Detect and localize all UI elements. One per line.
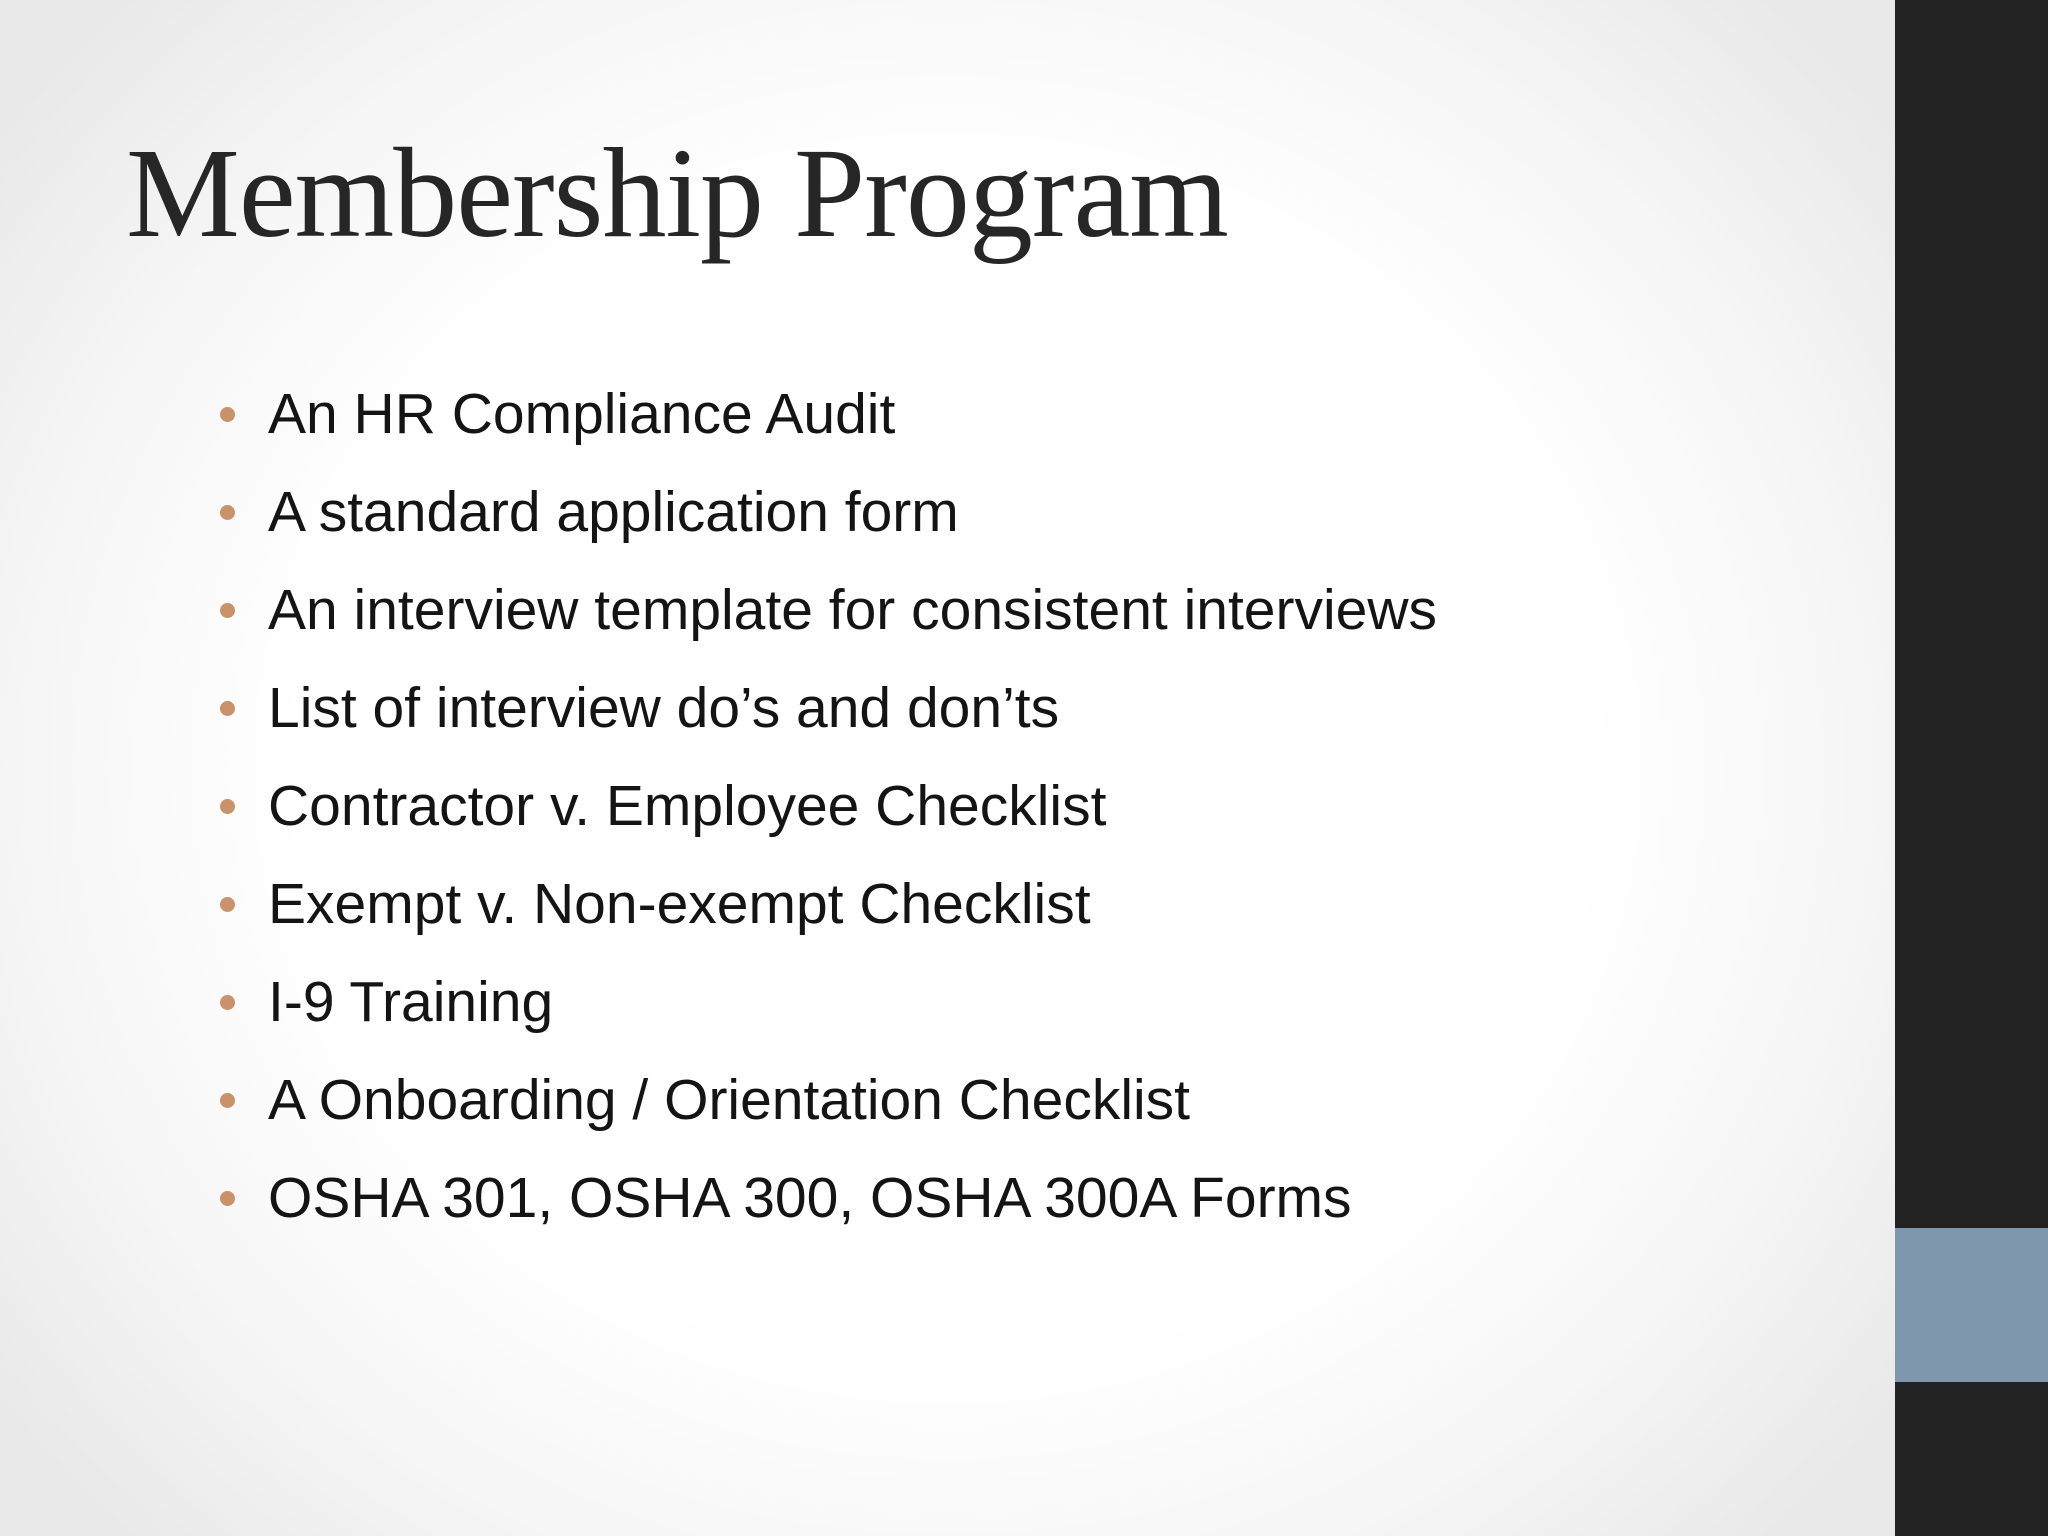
list-item	[216, 1149, 1437, 1247]
list-item	[216, 757, 1437, 855]
bullet-dot-icon	[220, 701, 235, 716]
bullet-dot-icon	[220, 1191, 235, 1206]
list-item	[216, 953, 1437, 1051]
bullet-dot-icon	[220, 505, 235, 520]
bullet-text: List of interview do’s and don’ts	[268, 676, 1060, 740]
bullet-text: A standard application form	[268, 480, 959, 544]
side-accent-block	[1895, 1228, 2048, 1382]
bullet-dot-icon	[220, 799, 235, 814]
bullet-text: An interview template for consistent interviews	[268, 578, 1438, 642]
slide-title: Membership Program	[126, 122, 1228, 264]
list-item	[216, 463, 1437, 561]
list-item	[216, 1051, 1437, 1149]
bullet-text: An HR Compliance Audit	[268, 382, 896, 446]
bullet-text: A Onboarding / Orientation Checklist	[268, 1068, 1190, 1132]
bullet-dot-icon	[220, 897, 235, 912]
bullet-text: I-9 Training	[268, 970, 554, 1034]
list-item	[216, 855, 1437, 953]
bullet-text: Exempt v. Non-exempt Checklist	[268, 872, 1091, 936]
list-item	[216, 365, 1437, 463]
bullet-list	[216, 365, 1437, 1247]
bullet-dot-icon	[220, 995, 235, 1010]
bullet-dot-icon	[220, 603, 235, 618]
bullet-text: OSHA 301, OSHA 300, OSHA 300A Forms	[268, 1166, 1352, 1230]
list-item	[216, 659, 1437, 757]
bullet-dot-icon	[220, 1093, 235, 1108]
bullet-text: Contractor v. Employee Checklist	[268, 774, 1107, 838]
bullet-dot-icon	[220, 407, 235, 422]
list-item	[216, 561, 1437, 659]
